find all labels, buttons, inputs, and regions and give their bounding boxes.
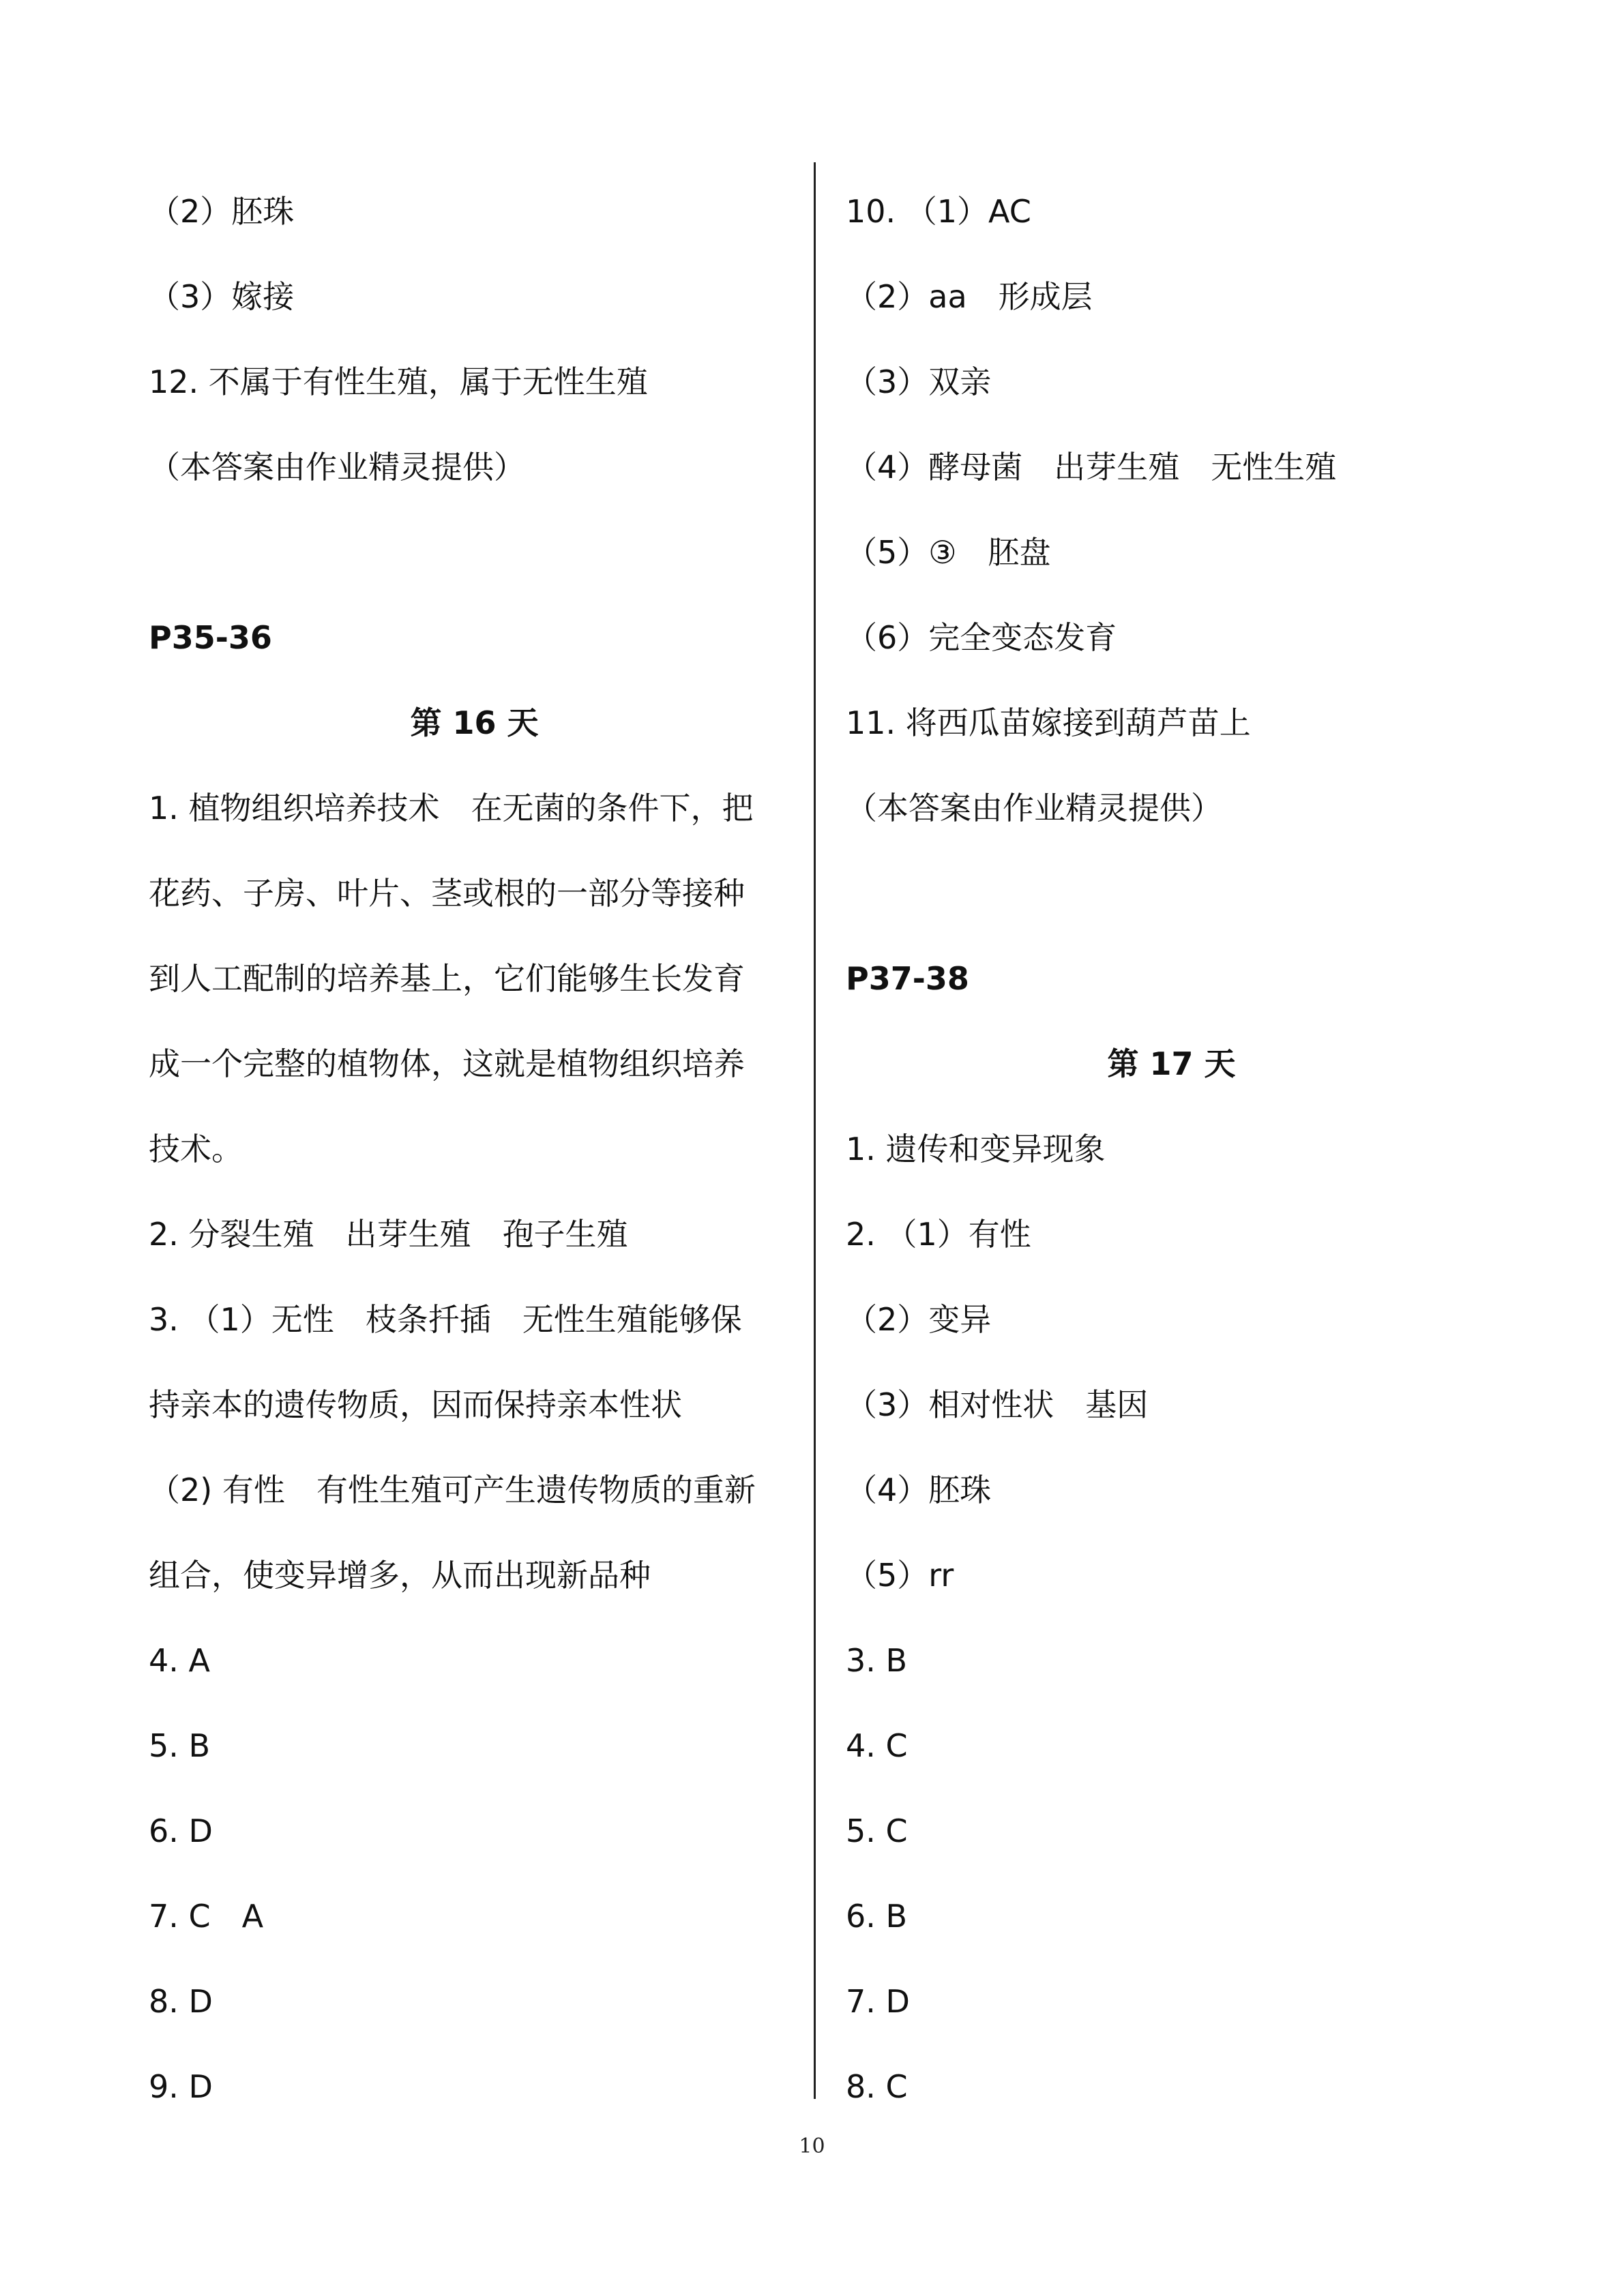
blank-line: [846, 851, 1497, 936]
page-range-heading: P35-36: [149, 619, 272, 656]
answer-line: 1. 植物组织培养技术 在无菌的条件下，把: [149, 790, 754, 826]
answer-line: （3）相对性状 基因: [846, 1386, 1149, 1423]
answer-line: 12. 不属于有性生殖，属于无性生殖: [149, 363, 648, 400]
answer-line: 持亲本的遗传物质，因而保持亲本性状: [149, 1386, 682, 1423]
day-heading: 第 17 天: [1107, 1045, 1236, 1082]
answer-line: （5）③ 胚盘: [846, 534, 1051, 571]
column-divider: [814, 162, 816, 2099]
day-heading: 第 16 天: [410, 704, 539, 741]
answer-line: （4）酵母菌 出芽生殖 无性生殖: [846, 449, 1337, 486]
page-number: 10: [799, 2134, 825, 2158]
answer-line: 11. 将西瓜苗嫁接到葫芦苗上: [846, 704, 1251, 741]
answer-line: 8. D: [149, 1983, 213, 2020]
answer-line: 9. D: [149, 2068, 213, 2105]
answer-line: 7. D: [846, 1983, 910, 2020]
answer-line: 7. C A: [149, 1898, 264, 1935]
answer-line: 1. 遗传和变异现象: [846, 1131, 1106, 1167]
answer-line: 花药、子房、叶片、茎或根的一部分等接种: [149, 875, 745, 912]
answer-line: 成一个完整的植物体，这就是植物组织培养: [149, 1045, 745, 1082]
answer-line: 6. B: [846, 1898, 908, 1935]
answer-line: 8. C: [846, 2068, 908, 2105]
answer-line: 5. B: [149, 1727, 211, 1764]
answer-line: 6. D: [149, 1813, 213, 1849]
answer-line: （2）变异: [846, 1301, 992, 1338]
page-range-heading: P37-38: [846, 960, 969, 997]
answer-line: 4. C: [846, 1727, 908, 1764]
answer-line: 2. （1）有性: [846, 1216, 1031, 1253]
answer-source-note: （本答案由作业精灵提供）: [846, 790, 1222, 826]
left-column: [149, 169, 800, 2130]
answer-line: 3. （1）无性 枝条扦插 无性生殖能够保: [149, 1301, 742, 1338]
answer-line: （3）嫁接: [149, 278, 295, 315]
answer-source-note: （本答案由作业精灵提供）: [149, 449, 525, 486]
answer-line: 2. 分裂生殖 出芽生殖 孢子生殖: [149, 1216, 628, 1253]
answer-line: 到人工配制的培养基上，它们能够生长发育: [149, 960, 745, 997]
answer-line: 10. （1）AC: [846, 193, 1031, 230]
answer-line: 技术。: [149, 1131, 243, 1167]
answer-line: （6）完全变态发育: [846, 619, 1117, 656]
answer-line: （3）双亲: [846, 363, 992, 400]
answer-line: 3. B: [846, 1642, 908, 1679]
answer-line: 4. A: [149, 1642, 210, 1679]
blank-line: [149, 510, 800, 595]
answer-line: （2) 有性 有性生殖可产生遗传物质的重新: [149, 1472, 756, 1508]
answer-line: 组合，使变异增多，从而出现新品种: [149, 1557, 651, 1594]
right-column: [846, 169, 1497, 2130]
answer-line: （5）rr: [846, 1557, 954, 1594]
answer-line: （2）aa 形成层: [846, 278, 1093, 315]
answer-line: 5. C: [846, 1813, 908, 1849]
answer-line: （2）胚珠: [149, 193, 295, 230]
answer-line: （4）胚珠: [846, 1472, 992, 1508]
